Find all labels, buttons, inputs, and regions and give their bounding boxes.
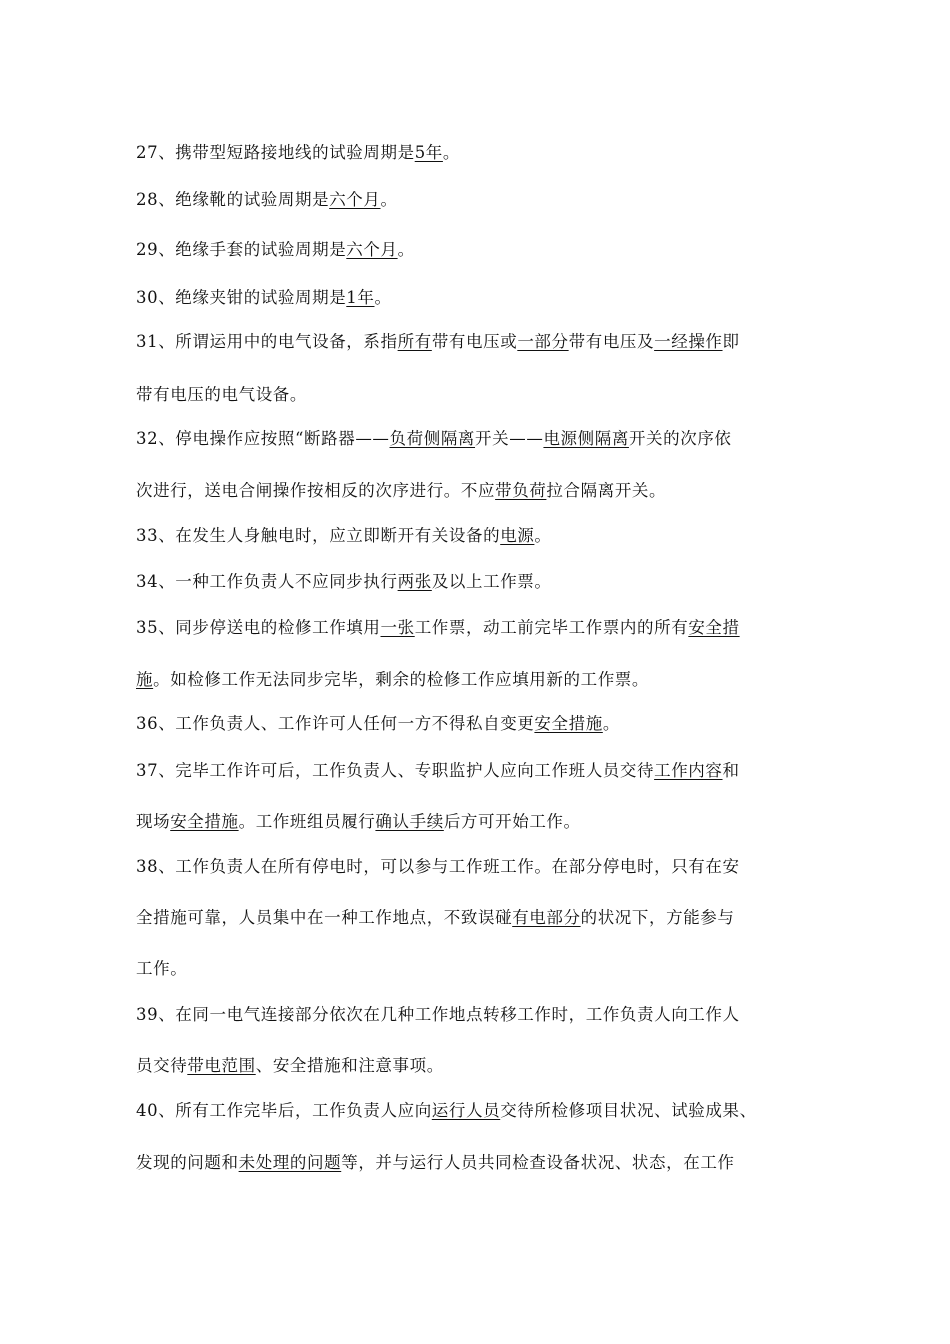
text-run: 后方可开始工作。 [443,812,581,831]
text-run: 。 [442,143,461,162]
text-run: 全措施可靠，人员集中在一种工作地点，不致误碰 [136,908,513,927]
text-line [136,1004,740,1026]
text-run: 32、停电操作应按照“断路器—— [136,429,390,448]
text-line [136,1100,757,1122]
text-line [136,669,649,691]
underlined-answer: 一张 [380,618,415,637]
text-run: 27、携带型短路接地线的试验周期是 [136,143,415,162]
underlined-answer: 负荷侧隔离 [389,429,476,448]
underlined-answer: 两张 [397,572,432,591]
text-run: 工作。 [136,959,188,978]
text-line [136,142,460,164]
text-run: 带有电压或 [431,332,518,351]
text-run: 开关的次序依 [628,429,732,448]
text-run: 28、绝缘靴的试验周期是 [136,190,330,209]
underlined-answer: 1年 [346,288,375,307]
text-line [136,384,307,406]
text-line [136,189,398,211]
text-run: 员交待 [136,1056,188,1075]
text-run: 。 [397,240,415,259]
text-line [136,571,552,593]
text-run: 34、一种工作负责人不应同步执行 [136,572,398,591]
text-line [136,1152,735,1174]
text-run: 带有电压及 [568,332,655,351]
text-run: 即 [722,332,740,351]
text-run: 。 [380,190,398,209]
text-run: 的状况下，方能参与 [580,908,735,927]
text-run: 交待所检修项目状况、试验成果、 [500,1101,757,1120]
text-run: 和 [722,761,740,780]
text-run: 。 [534,526,552,545]
text-run: 29、绝缘手套的试验周期是 [136,240,347,259]
text-run: 。 [602,714,620,733]
underlined-answer: 5年 [414,143,443,162]
underlined-answer: 带负荷 [495,481,547,500]
underlined-answer: 六个月 [346,240,398,259]
text-line [136,617,740,639]
text-run: 等，并与运行人员共同检查设备状况、状态，在工作 [341,1153,735,1172]
text-line [136,713,620,735]
underlined-answer: 工作内容 [654,761,723,780]
underlined-answer: 安全措施 [170,812,239,831]
text-line [136,958,187,980]
text-line [136,480,666,502]
text-line [136,331,740,353]
text-line [136,525,552,547]
text-run: 39、在同一电气连接部分依次在几种工作地点转移工作时，工作负责人向工作人 [136,1005,740,1024]
text-line [136,760,740,782]
text-run: 开关—— [475,429,544,448]
text-run: 发现的问题和 [136,1153,239,1172]
text-run: 次进行，送电合闸操作按相反的次序进行。不应 [136,481,496,500]
text-run: 38、工作负责人在所有停电时，可以参与工作班工作。在部分停电时，只有在安 [136,857,740,876]
underlined-answer: 六个月 [329,190,381,209]
underlined-answer: 确认手续 [375,812,444,831]
underlined-answer: 未处理的问题 [238,1153,342,1172]
text-line [136,1055,444,1077]
text-run: 33、在发生人身触电时，应立即断开有关设备的 [136,526,501,545]
text-line [136,907,735,929]
underlined-answer: 有电部分 [512,908,581,927]
underlined-answer: 电源侧隔离 [543,429,629,448]
underlined-answer: 带电范围 [187,1056,256,1075]
underlined-answer: 一经操作 [654,332,723,351]
text-line [136,287,392,309]
text-run: 现场 [136,812,171,831]
underlined-answer: 电源 [500,526,535,545]
text-run: 40、所有工作完毕后，工作负责人应向 [136,1101,432,1120]
underlined-answer: 安全措 [688,618,740,637]
text-run: 36、工作负责人、工作许可人任何一方不得私自变更 [136,714,535,733]
underlined-answer: 运行人员 [431,1101,501,1120]
text-run: 、安全措施和注意事项。 [255,1056,444,1075]
text-run: 拉合隔离开关。 [546,481,667,500]
text-run: 。如检修工作无法同步完毕，剩余的检修工作应填用新的工作票。 [153,670,650,689]
underlined-answer: 一部分 [517,332,569,351]
text-run: 。工作班组员履行 [238,812,376,831]
text-line [136,856,740,878]
text-line [136,811,581,833]
underlined-answer: 所有 [397,332,432,351]
text-run: 37、完毕工作许可后，工作负责人、专职监护人应向工作班人员交待 [136,761,655,780]
text-run: 带有电压的电气设备。 [136,385,307,404]
underlined-answer: 安全措施 [534,714,603,733]
text-run: 及以上工作票。 [431,572,552,591]
text-run: 。 [374,288,392,307]
text-run: 30、绝缘夹钳的试验周期是 [136,288,347,307]
text-run: 35、同步停送电的检修工作填用 [136,618,381,637]
text-line [136,239,415,261]
underlined-answer: 施 [136,670,154,689]
text-run: 工作票，动工前完毕工作票内的所有 [414,618,689,637]
text-line [136,428,732,450]
text-run: 31、所谓运用中的电气设备，系指 [136,332,398,351]
